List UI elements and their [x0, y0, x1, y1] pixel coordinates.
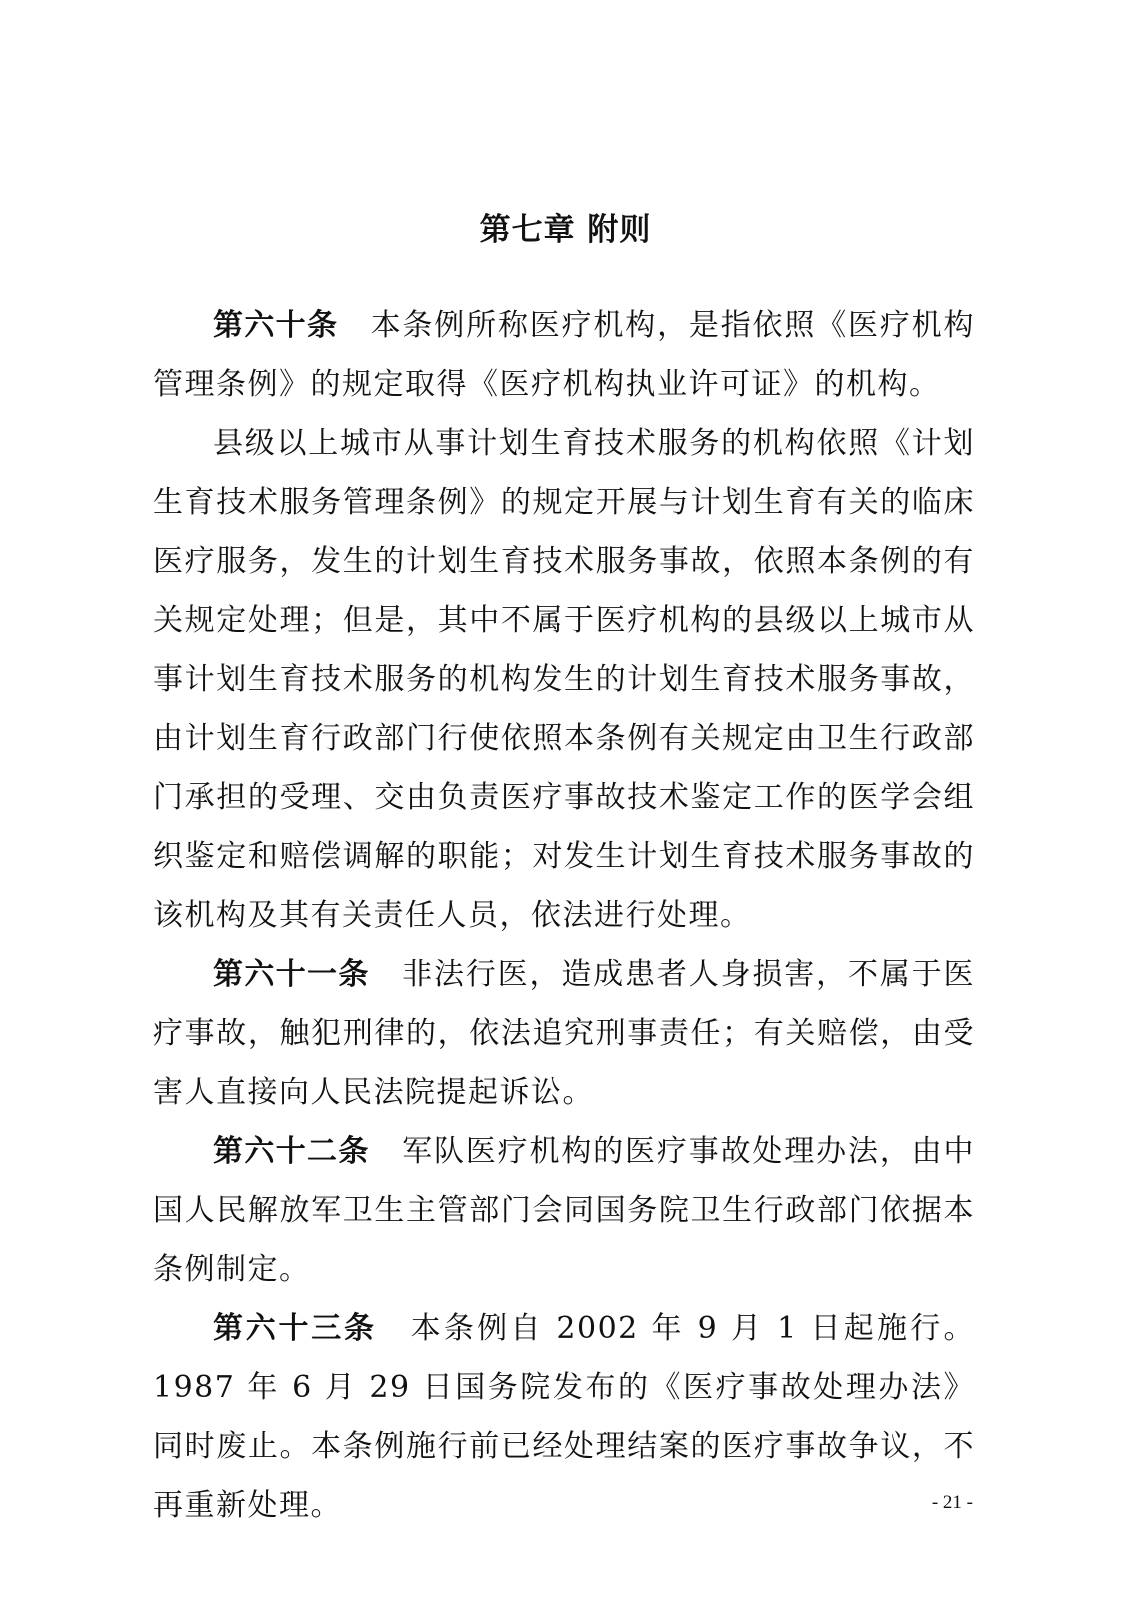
article-62: [153, 1122, 975, 1299]
article-number: 第六十一条: [213, 957, 370, 992]
article-60: [153, 296, 975, 414]
article-text: 本条例自 2002 年 9 月 1 日起施行。1987 年 6 月 29 日国务院发布的《医疗事故处理办法》同时废止。本条例施行前已经处理结案的医疗事故争议，不再重新处理。: [153, 1311, 975, 1523]
article-60-paragraph-2: [153, 414, 975, 945]
article-number: 第六十三条: [213, 1311, 377, 1346]
article-text: 军队医疗机构的医疗事故处理办法，由中国人民解放军卫生主管部门会同国务院卫生行政部门依据本条例制定。: [153, 1134, 976, 1287]
article-number: 第六十条: [213, 308, 339, 343]
article-text: 非法行医，造成患者人身损害，不属于医疗事故，触犯刑律的，依法追究刑事责任；有关赔偿，由受害人直接向人民法院提起诉讼。: [153, 957, 976, 1110]
article-63: [153, 1299, 975, 1535]
article-61: [153, 945, 975, 1122]
page-number: - 21 -: [931, 1492, 973, 1513]
article-text: 本条例所称医疗机构，是指依照《医疗机构管理条例》的规定取得《医疗机构执业许可证》的机构。: [153, 308, 976, 402]
paragraph-text: 县级以上城市从事计划生育技术服务的机构依照《计划生育技术服务管理条例》的规定开展与计划生育有关的临床医疗服务，发生的计划生育技术服务事故，依照本条例的有关规定处理；但是，其中不属于医疗机构的县级以上城市从事计划生育技术服务的机构发生的计划生育技术服务事故，由计划生育行政部门行使依照本条例有关规定由卫生行政部门承担的受理、交由负责医疗事故技术鉴定工作的医学会组织鉴定和赔偿调解的职能；对发生计划生育技术服务事故的该机构及其有关责任人员，依法进行处理。: [153, 426, 975, 933]
article-number: 第六十二条: [213, 1134, 370, 1169]
document-body: [153, 296, 975, 1535]
chapter-title: 第七章 附则: [479, 212, 652, 248]
